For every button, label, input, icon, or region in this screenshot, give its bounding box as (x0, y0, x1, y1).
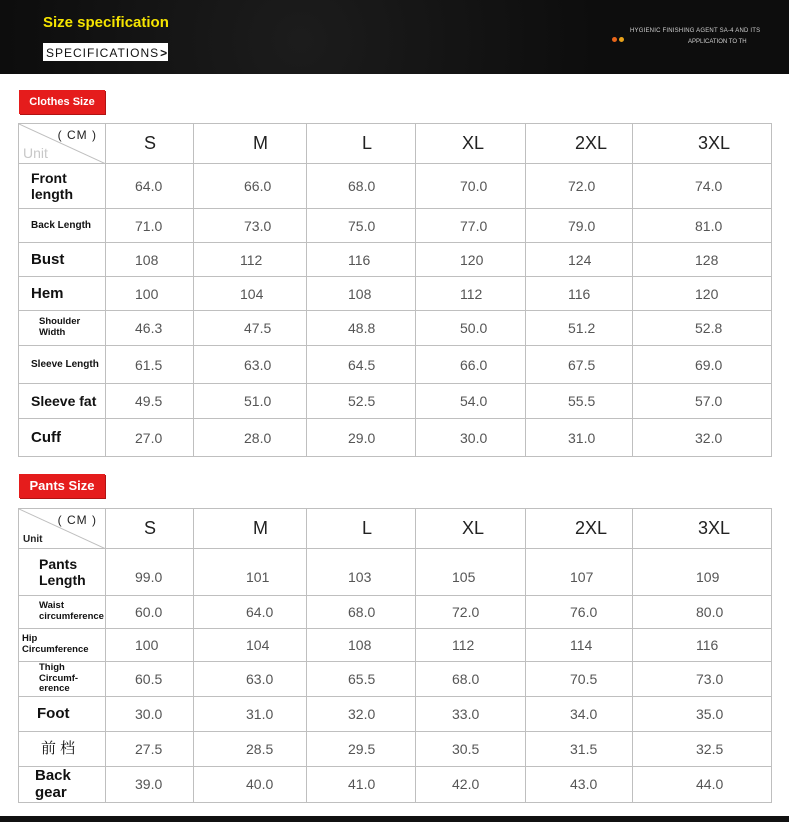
size-value: 105 (416, 549, 526, 596)
size-value: 120 (633, 277, 772, 311)
row-label: Back Length (19, 209, 106, 243)
chevron-right-icon: > (160, 46, 169, 60)
size-value: 116 (526, 277, 633, 311)
size-header-3xl: 3XL (633, 124, 772, 164)
size-value: 99.0 (106, 549, 194, 596)
size-value: 39.0 (106, 767, 194, 803)
fine-print-line-2: APPLICATION TO TH (688, 39, 747, 45)
size-value: 103 (307, 549, 416, 596)
clothes-size-label: Clothes Size (19, 90, 105, 114)
size-value: 114 (526, 629, 633, 662)
size-header-s: S (106, 509, 194, 549)
unit-cm-label: ( CM ) (57, 513, 97, 527)
size-value: 73.0 (194, 209, 307, 243)
size-value: 51.2 (526, 311, 633, 346)
size-value: 124 (526, 243, 633, 277)
size-value: 112 (194, 243, 307, 277)
table-header-row (19, 124, 772, 164)
size-value: 71.0 (106, 209, 194, 243)
specifications-tag (43, 43, 168, 61)
size-value: 51.0 (194, 384, 307, 419)
row-label: Bust (19, 243, 106, 277)
size-value: 108 (106, 243, 194, 277)
row-label: Pants Length (19, 549, 106, 596)
size-header-l: L (307, 509, 416, 549)
size-value: 112 (416, 629, 526, 662)
row-label: Hip Circumference (19, 629, 106, 662)
size-value: 70.5 (526, 662, 633, 697)
size-value: 68.0 (416, 662, 526, 697)
table-row (19, 277, 772, 311)
table-row (19, 164, 772, 209)
size-value: 60.0 (106, 596, 194, 629)
size-value: 30.0 (416, 419, 526, 457)
size-value: 72.0 (416, 596, 526, 629)
unit-cm-label: ( CM ) (57, 128, 97, 142)
size-value: 74.0 (633, 164, 772, 209)
unit-corner-cell (19, 509, 106, 549)
size-value: 69.0 (633, 346, 772, 384)
size-value: 77.0 (416, 209, 526, 243)
pants-size-table (18, 508, 772, 803)
table-row (19, 767, 772, 803)
size-value: 29.5 (307, 732, 416, 767)
row-label: Foot (19, 697, 106, 732)
table-row (19, 697, 772, 732)
table-row (19, 596, 772, 629)
size-value: 41.0 (307, 767, 416, 803)
table-header-row (19, 509, 772, 549)
size-value: 60.5 (106, 662, 194, 697)
size-value: 68.0 (307, 596, 416, 629)
size-value: 68.0 (307, 164, 416, 209)
decorative-dots (612, 29, 626, 47)
size-header-2xl: 2XL (526, 124, 633, 164)
size-value: 28.0 (194, 419, 307, 457)
fine-print-line-1: HYGIENIC FINISHING AGENT SA-4 AND ITS (630, 28, 761, 34)
clothes-size-table (18, 123, 772, 457)
row-label: Front length (19, 164, 106, 209)
table-row (19, 549, 772, 596)
size-value: 107 (526, 549, 633, 596)
size-value: 52.8 (633, 311, 772, 346)
size-value: 57.0 (633, 384, 772, 419)
size-value: 32.0 (633, 419, 772, 457)
specifications-label: SPECIFICATIONS (46, 46, 160, 60)
size-value: 55.5 (526, 384, 633, 419)
size-value: 104 (194, 277, 307, 311)
table-row (19, 629, 772, 662)
size-value: 116 (307, 243, 416, 277)
size-header-3xl: 3XL (633, 509, 772, 549)
size-value: 109 (633, 549, 772, 596)
size-value: 100 (106, 629, 194, 662)
size-value: 52.5 (307, 384, 416, 419)
unit-corner-cell (19, 124, 106, 164)
size-value: 49.5 (106, 384, 194, 419)
header-banner (0, 0, 789, 74)
row-label: Sleeve fat (19, 384, 106, 419)
size-value: 116 (633, 629, 772, 662)
unit-label: Unit (23, 145, 48, 161)
size-value: 28.5 (194, 732, 307, 767)
size-value: 80.0 (633, 596, 772, 629)
size-header-xl: XL (416, 509, 526, 549)
size-value: 30.0 (106, 697, 194, 732)
size-value: 104 (194, 629, 307, 662)
size-value: 76.0 (526, 596, 633, 629)
size-value: 32.0 (307, 697, 416, 732)
size-value: 27.0 (106, 419, 194, 457)
row-label: Hem (19, 277, 106, 311)
size-value: 66.0 (194, 164, 307, 209)
size-header-xl: XL (416, 124, 526, 164)
size-value: 66.0 (416, 346, 526, 384)
size-value: 31.0 (526, 419, 633, 457)
size-value: 128 (633, 243, 772, 277)
row-label: 前 档 (19, 732, 106, 767)
size-header-2xl: 2XL (526, 509, 633, 549)
size-value: 61.5 (106, 346, 194, 384)
size-value: 63.0 (194, 346, 307, 384)
size-value: 75.0 (307, 209, 416, 243)
size-value: 65.5 (307, 662, 416, 697)
pants-size-label: Pants Size (19, 474, 105, 498)
amber-dot-icon (619, 37, 624, 42)
size-value: 32.5 (633, 732, 772, 767)
size-value: 54.0 (416, 384, 526, 419)
table-row (19, 346, 772, 384)
size-header-l: L (307, 124, 416, 164)
table-row (19, 732, 772, 767)
size-value: 34.0 (526, 697, 633, 732)
size-value: 72.0 (526, 164, 633, 209)
size-value: 29.0 (307, 419, 416, 457)
size-value: 44.0 (633, 767, 772, 803)
row-label: Back gear (19, 767, 106, 803)
size-value: 42.0 (416, 767, 526, 803)
table-row (19, 662, 772, 697)
orange-dot-icon (612, 37, 617, 42)
size-value: 27.5 (106, 732, 194, 767)
size-value: 100 (106, 277, 194, 311)
size-value: 63.0 (194, 662, 307, 697)
page-title: Size specification (43, 14, 169, 31)
table-row (19, 311, 772, 346)
unit-label: Unit (23, 534, 43, 545)
row-label: Thigh Circumf-erence (19, 662, 106, 697)
size-value: 64.0 (106, 164, 194, 209)
size-value: 73.0 (633, 662, 772, 697)
size-value: 48.8 (307, 311, 416, 346)
size-value: 79.0 (526, 209, 633, 243)
size-value: 31.0 (194, 697, 307, 732)
size-value: 30.5 (416, 732, 526, 767)
size-header-m: M (194, 509, 307, 549)
table-row (19, 243, 772, 277)
size-value: 81.0 (633, 209, 772, 243)
size-value: 108 (307, 629, 416, 662)
row-label: Sleeve Length (19, 346, 106, 384)
table-row (19, 384, 772, 419)
size-value: 40.0 (194, 767, 307, 803)
size-value: 108 (307, 277, 416, 311)
table-row (19, 209, 772, 243)
size-value: 112 (416, 277, 526, 311)
bottom-divider (0, 816, 789, 822)
size-header-m: M (194, 124, 307, 164)
size-value: 50.0 (416, 311, 526, 346)
size-value: 67.5 (526, 346, 633, 384)
size-value: 33.0 (416, 697, 526, 732)
size-value: 47.5 (194, 311, 307, 346)
size-value: 64.0 (194, 596, 307, 629)
row-label: Cuff (19, 419, 106, 457)
size-value: 31.5 (526, 732, 633, 767)
size-value: 43.0 (526, 767, 633, 803)
size-value: 120 (416, 243, 526, 277)
row-label: Waist circumference (19, 596, 106, 629)
size-value: 46.3 (106, 311, 194, 346)
table-row (19, 419, 772, 457)
size-value: 35.0 (633, 697, 772, 732)
size-value: 64.5 (307, 346, 416, 384)
row-label: Shoulder Width (19, 311, 106, 346)
size-header-s: S (106, 124, 194, 164)
size-value: 101 (194, 549, 307, 596)
size-value: 70.0 (416, 164, 526, 209)
